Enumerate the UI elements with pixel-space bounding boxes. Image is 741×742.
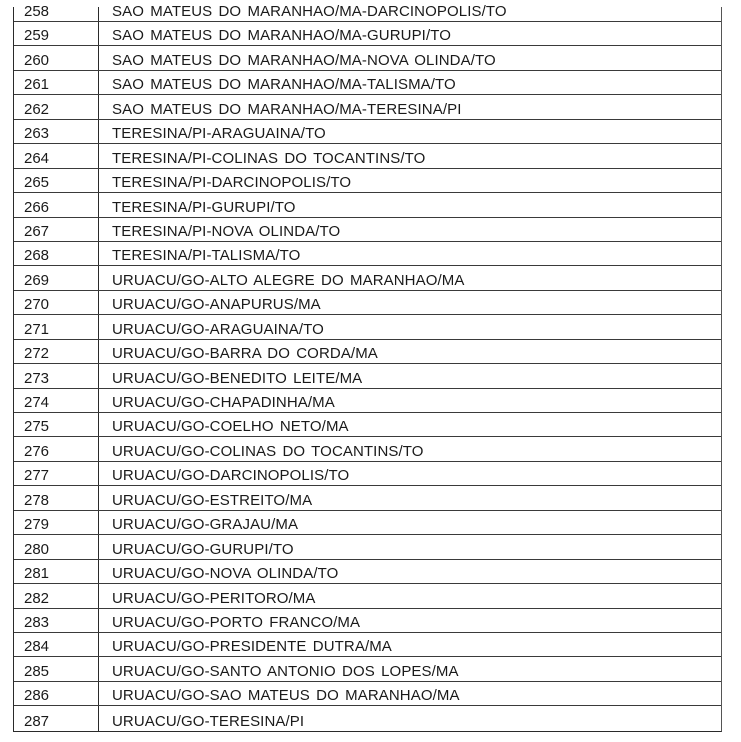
row-number: 270	[14, 291, 99, 314]
table-row	[14, 462, 721, 486]
route-name: URUACU/GO-GURUPI/TO	[112, 540, 294, 558]
table-row	[14, 633, 721, 657]
table-row	[14, 511, 721, 535]
row-number: 266	[14, 193, 99, 216]
table-row	[14, 46, 721, 70]
row-number: 268	[14, 242, 99, 265]
row-number: 280	[14, 535, 99, 558]
table-row	[14, 291, 721, 315]
table-row	[14, 218, 721, 242]
row-number: 271	[14, 315, 99, 338]
route-name: URUACU/GO-ANAPURUS/MA	[112, 296, 321, 314]
row-number: 275	[14, 413, 99, 436]
route-name: URUACU/GO-PORTO FRANCO/MA	[112, 613, 361, 631]
row-number: 263	[14, 120, 99, 143]
route-name: SAO MATEUS DO MARANHAO/MA-TERESINA/PI	[112, 100, 462, 118]
table-row	[14, 315, 721, 339]
row-number: 273	[14, 364, 99, 387]
row-number: 267	[14, 218, 99, 241]
table-row	[14, 609, 721, 633]
route-name: TERESINA/PI-ARAGUAINA/TO	[112, 125, 326, 143]
table-row	[14, 71, 721, 95]
row-number: 283	[14, 609, 99, 632]
route-name: URUACU/GO-BARRA DO CORDA/MA	[112, 345, 378, 363]
route-name: TERESINA/PI-GURUPI/TO	[112, 198, 296, 216]
route-name: URUACU/GO-SAO MATEUS DO MARANHAO/MA	[112, 687, 460, 705]
table-row	[14, 682, 721, 706]
table-row	[14, 120, 721, 144]
route-name: URUACU/GO-COELHO NETO/MA	[112, 418, 349, 436]
row-number: 269	[14, 266, 99, 289]
row-number: 276	[14, 437, 99, 460]
row-number: 279	[14, 511, 99, 534]
route-name: URUACU/GO-TERESINA/PI	[112, 712, 305, 730]
route-name: TERESINA/PI-TALISMA/TO	[112, 247, 301, 265]
table-row	[14, 169, 721, 193]
row-number: 259	[14, 22, 99, 45]
route-name: URUACU/GO-BENEDITO LEITE/MA	[112, 369, 363, 387]
route-name: URUACU/GO-COLINAS DO TOCANTINS/TO	[112, 442, 424, 460]
route-name: URUACU/GO-NOVA OLINDA/TO	[112, 565, 339, 583]
row-number: 260	[14, 46, 99, 69]
table-row	[14, 584, 721, 608]
table-row	[14, 560, 721, 584]
row-number: 264	[14, 144, 99, 167]
route-name: SAO MATEUS DO MARANHAO/MA-NOVA OLINDA/TO	[112, 51, 496, 69]
route-name: URUACU/GO-ARAGUAINA/TO	[112, 320, 324, 338]
route-name: URUACU/GO-DARCINOPOLIS/TO	[112, 467, 350, 485]
routes-table	[13, 3, 722, 732]
table-row	[14, 144, 721, 168]
table-row	[14, 437, 721, 461]
row-number: 284	[14, 633, 99, 656]
table-row	[14, 364, 721, 388]
route-name: URUACU/GO-ESTREITO/MA	[112, 491, 313, 509]
table-row	[14, 22, 721, 46]
table-row	[14, 535, 721, 559]
table-row	[14, 657, 721, 681]
route-name: URUACU/GO-CHAPADINHA/MA	[112, 394, 335, 411]
route-name: URUACU/GO-PRESIDENTE DUTRA/MA	[112, 638, 392, 656]
row-number: 277	[14, 462, 99, 485]
row-number: 287	[14, 706, 99, 730]
row-number: 272	[14, 340, 99, 363]
route-name: URUACU/GO-GRAJAU/MA	[112, 516, 299, 534]
row-number: 274	[14, 389, 99, 412]
row-number: 265	[14, 169, 99, 192]
route-name: URUACU/GO-SANTO ANTONIO DOS LOPES/MA	[112, 662, 459, 680]
route-name: TERESINA/PI-NOVA OLINDA/TO	[112, 222, 341, 240]
row-number: 258	[14, 7, 99, 21]
table-row	[14, 95, 721, 119]
table-row	[14, 706, 721, 730]
route-name: SAO MATEUS DO MARANHAO/MA-DARCINOPOLIS/TO	[112, 3, 507, 20]
route-name: SAO MATEUS DO MARANHAO/MA-GURUPI/TO	[112, 27, 451, 45]
table-row	[14, 340, 721, 364]
row-number: 282	[14, 584, 99, 607]
route-name: URUACU/GO-PERITORO/MA	[112, 589, 316, 607]
route-name: TERESINA/PI-DARCINOPOLIS/TO	[112, 174, 352, 192]
route-name: TERESINA/PI-COLINAS DO TOCANTINS/TO	[112, 149, 426, 167]
row-number: 278	[14, 486, 99, 509]
route-name: SAO MATEUS DO MARANHAO/MA-TALISMA/TO	[112, 76, 456, 94]
table-row	[14, 242, 721, 266]
table-row	[14, 3, 721, 22]
table-row	[14, 413, 721, 437]
route-name: URUACU/GO-ALTO ALEGRE DO MARANHAO/MA	[112, 271, 465, 289]
row-number: 262	[14, 95, 99, 118]
table-row	[14, 486, 721, 510]
row-number: 285	[14, 657, 99, 680]
table-row	[14, 389, 721, 413]
row-number: 261	[14, 71, 99, 94]
row-number: 281	[14, 560, 99, 583]
table-row	[14, 193, 721, 217]
row-number: 286	[14, 682, 99, 705]
table-row	[14, 266, 721, 290]
